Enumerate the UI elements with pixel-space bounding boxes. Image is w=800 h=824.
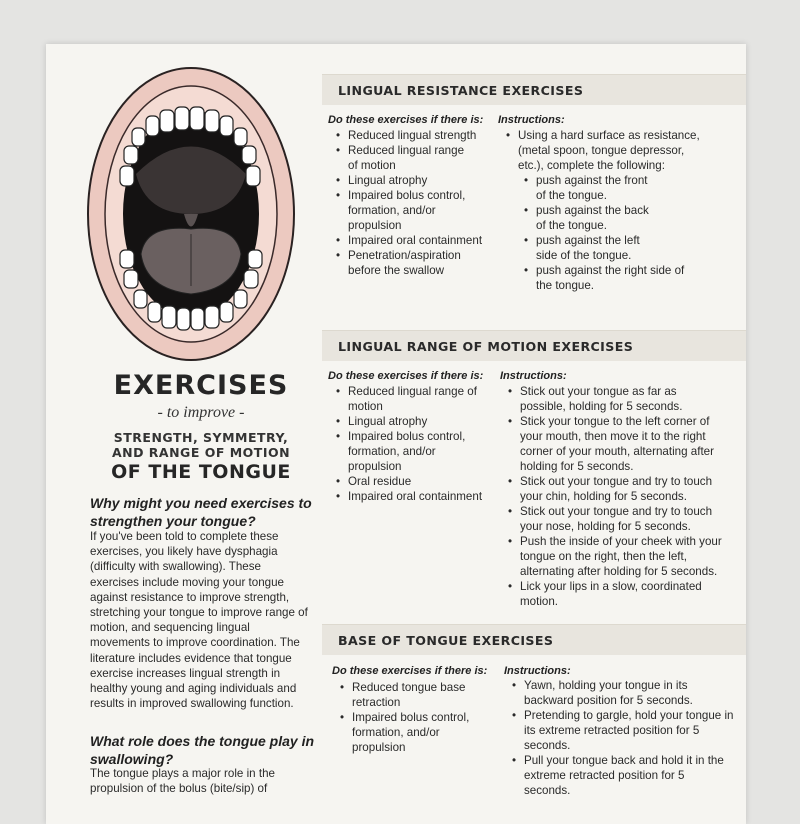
page-subtitle: - to improve - [157, 404, 245, 421]
list-item: • push against the front of the tongue. [498, 173, 656, 203]
do-label: Do these exercises if there is: [328, 114, 484, 126]
open-mouth-illustration [86, 64, 296, 364]
list-item: • Oral residue [328, 474, 498, 489]
list-item: • push against the left side of the tongue. [498, 233, 661, 263]
instructions-label: Instructions: [504, 665, 571, 677]
do-label: Do these exercises if there is: [328, 370, 484, 382]
instructions-sublist-resistance [498, 173, 713, 293]
subtitle-line-2: AND RANGE OF MOTION [111, 445, 291, 460]
list-item: • Lick your lips in a slow, coordinated motion. [500, 579, 725, 609]
question-why-exercises: Why might you need exercises to strengthen your tongue? [90, 495, 312, 529]
list-item: • Using a hard surface as resistance, (metal spoon, tongue depressor, etc.), complete the following: [498, 128, 713, 173]
list-item: • Impaired bolus control, formation, and/or propulsion [328, 429, 483, 474]
do-list-range [328, 384, 498, 504]
paragraph-tongue-role: The tongue plays a major role in the propulsion of the bolus (bite/sip) of [90, 767, 275, 796]
list-item: • Impaired oral containment [328, 233, 498, 248]
do-list-resistance [328, 128, 498, 278]
paragraph-why-exercises: If you've been told to complete these exercises, you likely have dysphagia (difficulty with swallowing). These exercises include moving your tongue against resistance to improve strength, stretching your tongue to improve range of motion, and sequencing lingual movements to improve coordination. The literature includes evidence that tongue exercise increases lingual strength in healthy young and aging individuals and results in improved swallowing function. [90, 530, 308, 711]
list-item: • Push the inside of your cheek with your tongue on the right, then the left, alternating after holding for 5 seconds. [500, 534, 732, 579]
section-header-lingual-resistance [322, 74, 746, 105]
list-item: • Penetration/aspiration before the swallow [328, 248, 473, 278]
section-title: LINGUAL RANGE OF MOTION EXERCISES [338, 339, 634, 354]
subtitle-tongue: OF THE TONGUE [111, 461, 291, 483]
list-item: • Reduced tongue base retraction [332, 680, 492, 710]
list-item: • Stick out your tongue as far as possible, holding for 5 seconds. [500, 384, 720, 414]
handout-page [46, 44, 746, 824]
list-item: • Lingual atrophy [328, 173, 498, 188]
page-title: EXERCISES [113, 370, 289, 401]
subtitle-line-1: STRENGTH, SYMMETRY, [113, 430, 289, 445]
question-tongue-role: What role does the tongue play in swallowing? [90, 733, 315, 767]
instructions-label: Instructions: [500, 370, 567, 382]
do-list-base [332, 680, 502, 755]
list-item: • Reduced lingual range of motion [328, 143, 468, 173]
list-item: • Stick out your tongue and try to touch your nose, holding for 5 seconds. [500, 504, 730, 534]
list-item: • Reduced lingual range of motion [328, 384, 478, 414]
section-title: BASE OF TONGUE EXERCISES [338, 633, 554, 648]
section-header-range-of-motion [322, 330, 746, 361]
do-label: Do these exercises if there is: [332, 665, 488, 677]
list-item: • Lingual atrophy [328, 414, 498, 429]
list-item: • Reduced lingual strength [328, 128, 498, 143]
instructions-list-range [500, 384, 732, 609]
section-header-base-of-tongue [322, 624, 746, 655]
instructions-list-resistance [498, 128, 713, 173]
list-item: • Pretending to gargle, hold your tongue in its extreme retracted position for 5 seconds. [504, 708, 734, 753]
list-item: • push against the right side of the tongue. [498, 263, 686, 293]
list-item: • Impaired bolus control, formation, and/or propulsion [328, 188, 483, 233]
list-item: • push against the back of the tongue. [498, 203, 656, 233]
list-item: • Stick out your tongue and try to touch your chin, holding for 5 seconds. [500, 474, 730, 504]
instructions-label: Instructions: [498, 114, 565, 126]
list-item: • Impaired oral containment [328, 489, 498, 504]
list-item: • Stick your tongue to the left corner of your mouth, then move it to the right corner of your mouth, alternating after holding for 5 seconds. [500, 414, 732, 474]
list-item: • Impaired bolus control, formation, and/or propulsion [332, 710, 492, 755]
section-title: LINGUAL RESISTANCE EXERCISES [338, 83, 584, 98]
list-item: • Yawn, holding your tongue in its backward position for 5 seconds. [504, 678, 724, 708]
instructions-list-base [504, 678, 734, 798]
list-item: • Pull your tongue back and hold it in the extreme retracted position for 5 seconds. [504, 753, 729, 798]
